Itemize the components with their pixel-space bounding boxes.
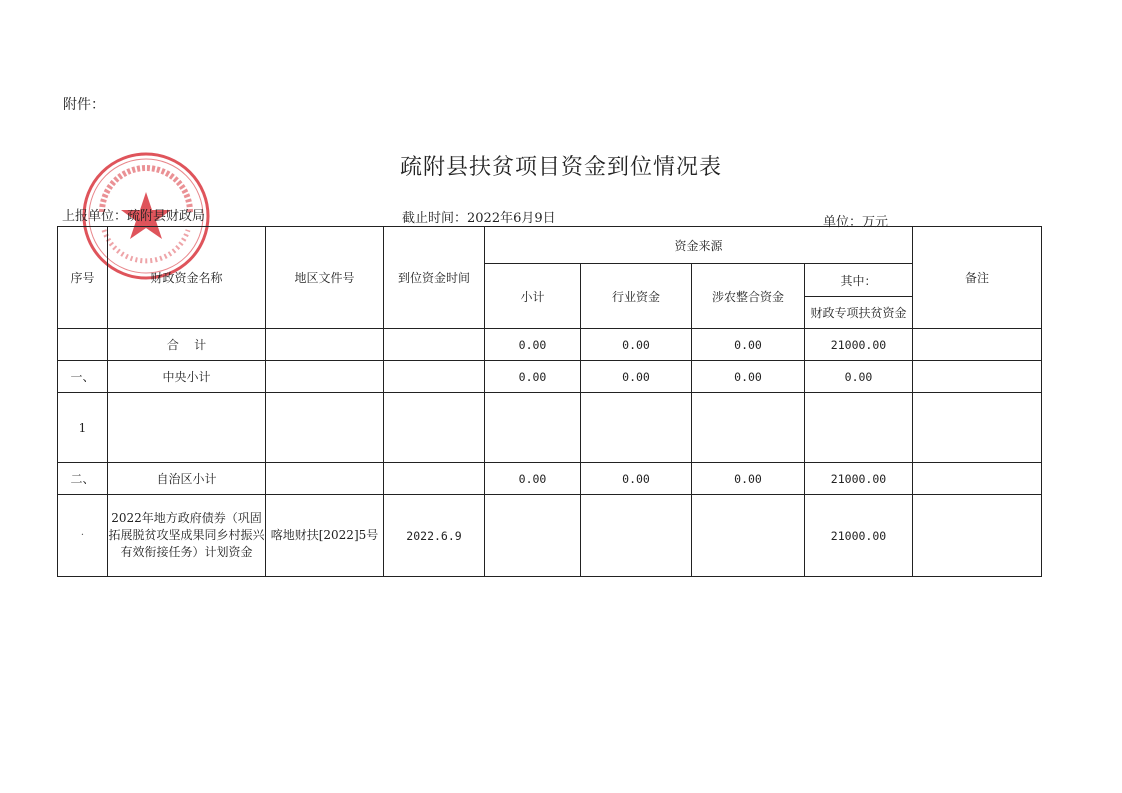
- cell-industry: 0.00: [581, 463, 692, 495]
- header-doc-no: 地区文件号: [266, 227, 384, 329]
- cell-remarks: [913, 463, 1042, 495]
- cell-agri: 0.00: [692, 329, 805, 361]
- cell-subtotal: [485, 393, 581, 463]
- cell-time: [384, 393, 485, 463]
- cell-time: [384, 329, 485, 361]
- cell-time: [384, 361, 485, 393]
- unit-label: 单位：万元: [823, 215, 889, 230]
- cell-doc-no: [266, 463, 384, 495]
- cutoff-date: 截止时间：2022年6月9日: [402, 211, 556, 226]
- cell-agri: [692, 393, 805, 463]
- table-row: [58, 361, 1042, 393]
- header-remarks: 备注: [913, 227, 1042, 329]
- header-seq: 序号: [58, 227, 108, 329]
- header-arrival-time: 到位资金时间: [384, 227, 485, 329]
- cell-subtotal: 0.00: [485, 329, 581, 361]
- cell-seq: [58, 329, 108, 361]
- cell-name: 自治区小计: [108, 463, 266, 495]
- header-of-which: 其中：: [805, 264, 913, 297]
- table-row: [58, 329, 1042, 361]
- header-subtotal: 小计: [485, 264, 581, 329]
- cell-industry: [581, 393, 692, 463]
- attachment-label: 附件：: [63, 97, 105, 113]
- cell-agri: [692, 495, 805, 577]
- cell-name: [108, 393, 266, 463]
- cell-special: [805, 393, 913, 463]
- reporting-unit: 上报单位：疏附县财政局: [62, 209, 206, 224]
- table-row: [58, 495, 1042, 577]
- cell-agri: 0.00: [692, 361, 805, 393]
- cell-doc-no: [266, 361, 384, 393]
- cell-seq: ·: [58, 495, 108, 577]
- cell-industry: 0.00: [581, 361, 692, 393]
- cell-remarks: [913, 495, 1042, 577]
- page-title: 疏附县扶贫项目资金到位情况表: [399, 155, 722, 180]
- cell-time: 2022.6.9: [384, 495, 485, 577]
- cell-doc-no: [266, 393, 384, 463]
- cell-name: 2022年地方政府债券（巩固拓展脱贫攻坚成果同乡村振兴有效衔接任务）计划资金: [108, 495, 266, 577]
- funds-table: [57, 226, 1042, 577]
- cell-doc-no: 喀地财扶[2022]5号: [266, 495, 384, 577]
- cell-special: 0.00: [805, 361, 913, 393]
- cell-seq: 1: [58, 393, 108, 463]
- cell-agri: 0.00: [692, 463, 805, 495]
- cell-special: 21000.00: [805, 329, 913, 361]
- cell-seq: 一、: [58, 361, 108, 393]
- cell-subtotal: 0.00: [485, 463, 581, 495]
- header-fund-source: 资金来源: [485, 227, 913, 264]
- cell-name: 合 计: [108, 329, 266, 361]
- header-industry: 行业资金: [581, 264, 692, 329]
- cell-subtotal: 0.00: [485, 361, 581, 393]
- cell-special: 21000.00: [805, 463, 913, 495]
- table-row: [58, 393, 1042, 463]
- cell-industry: 0.00: [581, 329, 692, 361]
- cell-special: 21000.00: [805, 495, 913, 577]
- cell-doc-no: [266, 329, 384, 361]
- cell-remarks: [913, 361, 1042, 393]
- header-special-poverty: 财政专项扶贫资金: [805, 297, 913, 329]
- cell-subtotal: [485, 495, 581, 577]
- cell-time: [384, 463, 485, 495]
- header-fund-name: 财政资金名称: [108, 227, 266, 329]
- header-agri-integration: 涉农整合资金: [692, 264, 805, 329]
- cell-remarks: [913, 393, 1042, 463]
- table-row: [58, 463, 1042, 495]
- cell-industry: [581, 495, 692, 577]
- cell-name: 中央小计: [108, 361, 266, 393]
- cell-remarks: [913, 329, 1042, 361]
- cell-seq: 二、: [58, 463, 108, 495]
